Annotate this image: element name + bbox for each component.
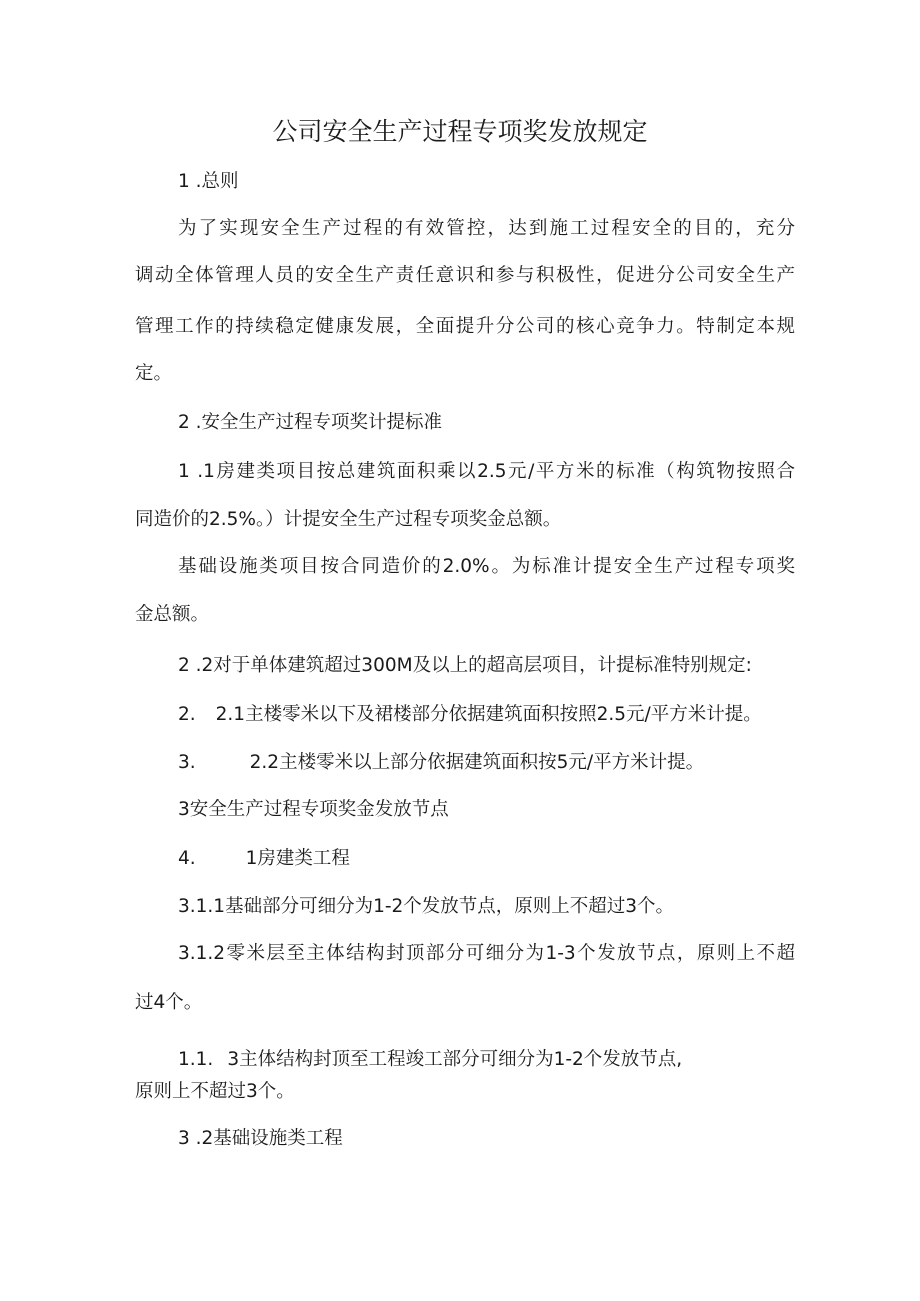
section-2-1-line-2: 同造价的2.5%。）计提安全生产过程专项奖金总额。 [135, 509, 562, 530]
section-1-heading: 1 .总则 [178, 171, 239, 192]
section-2-2-2-number: 3. [178, 752, 196, 773]
section-3-2: 3 .2基础设施类工程 [178, 1128, 343, 1149]
section-2-2-2-text: 2.2主楼零米以上部分依据建筑面积按5元/平方米计提。 [249, 752, 705, 773]
section-2-2-1-text: 2.1主楼零米以下及裙楼部分依据建筑面积按照2.5元/平方米计提。 [215, 704, 762, 725]
section-2-1b-line-2: 金总额。 [135, 604, 210, 625]
section-2-2-1 [178, 701, 795, 729]
section-3-1-3-continuation: 原则上不超过3个。 [135, 1081, 295, 1102]
document-title: 公司安全生产过程专项奖发放规定 [272, 117, 648, 146]
section-3-1-1: 3.1.1基础部分可细分为1-2个发放节点，原则上不超过3个。 [178, 896, 675, 917]
section-2-2: 2 .2对于单体建筑超过300M及以上的超高层项目，计提标准特别规定: [178, 655, 752, 676]
section-2-2-1-number: 2. [178, 704, 196, 725]
section-2-1-line-1: 1 .1房建类项目按总建筑面积乘以2.5元/平方米的标准（构筑物按照合 [178, 461, 795, 482]
section-2-heading: 2 .安全生产过程专项奖计提标准 [178, 412, 443, 433]
section-1-para-line-3: 管理工作的持续稳定健康发展，全面提升分公司的核心竞争力。特制定本规 [135, 316, 795, 337]
section-3-1-3 [178, 1046, 795, 1074]
section-1-para-line-4: 定。 [135, 363, 173, 384]
section-3-1-3-text: 3主体结构封顶至工程竣工部分可细分为1-2个发放节点, [227, 1049, 683, 1070]
section-3-1-text: 1房建类工程 [245, 848, 350, 869]
section-3-1-2-line-1: 3.1.2零米层至主体结构封顶部分可细分为1-3个发放节点，原则上不超 [178, 943, 795, 964]
section-2-1b-line-1: 基础设施类项目按合同造价的2.0%。为标准计提安全生产过程专项奖 [178, 556, 795, 577]
section-1-para-line-1: 为了实现安全生产过程的有效管控，达到施工过程安全的目的，充分 [178, 218, 795, 239]
section-3-1-2-line-2: 过4个。 [135, 992, 203, 1013]
section-3-1-number: 4. [178, 848, 196, 869]
section-3-1 [178, 845, 795, 873]
section-3-1-3-number: 1.1. [178, 1049, 214, 1070]
section-3-heading: 3安全生产过程专项奖金发放节点 [178, 799, 449, 820]
section-2-2-2 [178, 749, 795, 777]
section-1-para-line-2: 调动全体管理人员的安全生产责任意识和参与积极性，促进分公司安全生产 [135, 265, 795, 286]
